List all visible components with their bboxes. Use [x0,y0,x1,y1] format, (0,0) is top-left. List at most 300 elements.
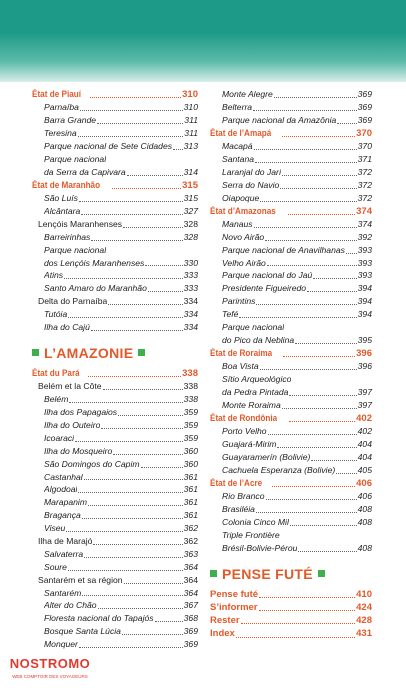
page-number: 393 [357,270,372,281]
entry-title: Delta do Parnaíba [38,296,108,307]
toc-subentry[interactable] [210,282,372,295]
dot-leader [259,610,356,611]
entry-title: Soure [44,561,67,572]
toc-subentry[interactable] [210,542,372,555]
dot-leader [64,278,183,279]
dot-leader [81,214,182,215]
toc-subentry[interactable] [210,321,372,334]
toc-subentry[interactable] [32,140,198,153]
toc-subentry[interactable] [32,308,198,321]
dot-leader [98,608,183,609]
entry-title: Viseu [44,523,66,534]
toc-subentry[interactable] [32,625,198,638]
dot-leader [254,227,357,228]
page-number: 314 [183,166,198,177]
page-number: 397 [357,399,372,410]
entry-title: Brésil-Bolivie-Pérou [222,542,298,553]
entry-title: Santarém [44,587,82,598]
entry-title: Index [210,628,235,640]
page-number: 410 [356,588,372,600]
entry-title: Oiapoque [222,192,260,203]
toc-right-column [210,88,372,641]
toc-subentry[interactable] [32,153,198,166]
toc-subentry[interactable] [32,458,198,471]
page-number: 393 [357,244,372,255]
toc-subentry[interactable] [210,425,372,438]
entry-title: Floresta nacional do Tapajós [44,613,154,624]
toc-entry[interactable] [32,295,198,308]
page-number: 371 [357,153,372,164]
dot-leader [336,473,356,474]
entry-title: Parque nacional [44,244,107,255]
page-number: 310 [182,88,198,100]
toc-subentry[interactable] [32,205,198,218]
toc-entry[interactable] [32,535,198,548]
toc-subentry[interactable] [210,218,372,231]
page-number: 406 [357,491,372,502]
logo-tagline: WEB COMPTOIR DES VOYAGEURS [12,674,88,679]
page-number: 397 [357,386,372,397]
entry-title: Barreirinhas [44,231,91,242]
toc-subentry[interactable] [210,360,372,373]
entry-title: État de Rondônia [210,412,278,424]
entry-title: Santana [222,153,255,164]
dot-leader [123,227,183,228]
toc-subentry[interactable] [32,321,198,334]
page-number: 372 [357,192,372,203]
toc-subentry[interactable] [32,114,198,127]
dot-leader [93,544,182,545]
dot-leader [259,597,355,598]
page-number: 333 [183,283,198,294]
entry-title: Belém [44,394,69,405]
page-number: 362 [183,535,198,546]
toc-subentry[interactable] [210,529,372,542]
green-square-icon [210,570,217,577]
dot-leader [313,278,356,279]
entry-title: État d’Amazonas [210,205,276,217]
dot-leader [148,291,183,292]
entry-title: État de Roraima [210,347,273,359]
page-number: 372 [357,166,372,177]
toc-subentry[interactable] [32,192,198,205]
dot-leader [84,479,183,480]
page-number: 360 [183,458,198,469]
toc-entry[interactable] [32,380,198,393]
dot-leader [307,291,357,292]
dot-leader [282,408,357,409]
dot-leader [260,369,357,370]
entry-title: Parque nacional de Anavilhanas [222,244,345,255]
page-number: 338 [183,381,198,392]
part-heading [32,342,198,364]
entry-title: do Pico da Neblina [222,334,295,345]
dot-leader [113,454,182,455]
dot-leader [68,570,183,571]
nostromo-watermark-logo [4,655,96,691]
toc-left-column [32,88,198,651]
toc-subentry[interactable] [32,445,198,458]
dot-leader [260,201,356,202]
dot-leader [337,123,356,124]
teal-header-band [0,0,406,82]
toc-subentry[interactable] [32,483,198,496]
green-square-icon [318,570,325,577]
toc-subentry[interactable] [32,496,198,509]
page-number: 311 [184,128,198,139]
dot-leader [75,441,183,442]
toc-subentry[interactable] [32,393,198,406]
page-number: 330 [183,257,198,268]
entry-title: Lençóis Maranhenses [38,218,123,229]
toc-subentry[interactable] [210,438,372,451]
dot-leader [282,175,356,176]
entry-title: État de l’Amapá [210,127,272,139]
page-number: 334 [183,309,198,320]
toc-subentry[interactable] [210,386,372,399]
entry-title: Parque nacional da Amazônia [222,114,337,125]
dot-leader [266,499,357,500]
entry-title: Ilha de Marajó [38,535,93,546]
dot-leader [280,188,356,189]
dot-leader [272,486,355,487]
dot-leader [283,356,355,357]
page-number: 394 [357,283,372,294]
page-number: 364 [183,587,198,598]
dot-leader [88,505,183,506]
toc-subentry[interactable] [210,399,372,412]
entry-title: Novo Airão [222,231,265,242]
dot-leader [289,421,355,422]
toc-subentry[interactable] [32,282,198,295]
dot-leader [78,492,182,493]
dot-leader [79,647,183,648]
page-number: 406 [356,477,372,489]
entry-title: Belém et la Côte [38,381,102,392]
toc-subentry[interactable] [210,179,372,192]
entry-title: Manaus [222,218,253,229]
dot-leader [277,447,356,448]
dot-leader [173,149,183,150]
toc-subentry[interactable] [210,257,372,270]
toc-subentry[interactable] [32,509,198,522]
toc-subentry[interactable] [210,231,372,244]
dot-leader [68,317,182,318]
dot-leader [124,583,183,584]
dot-leader [288,214,356,215]
dot-leader [97,123,183,124]
entry-title: Serra do Navio [222,179,280,190]
dot-leader [118,415,183,416]
entry-title: Parque nacional [222,322,285,333]
entry-title: Bragança [44,510,81,521]
page-number: 315 [183,193,198,204]
toc-entry[interactable] [32,574,198,587]
toc-subentry[interactable] [32,638,198,651]
toc-subentry[interactable] [32,599,198,612]
toc-subentry[interactable] [210,308,372,321]
toc-subentry[interactable] [32,127,198,140]
toc-subentry[interactable] [210,503,372,516]
page-number: 369 [183,626,198,637]
entry-title: São Luís [44,193,78,204]
page-number: 364 [183,561,198,572]
part-heading-text: PENSE FUTÉ [222,565,313,582]
dot-leader [80,110,183,111]
dot-leader [346,253,357,254]
entry-title: Salvaterra [44,548,84,559]
dot-leader [241,623,356,624]
dot-leader [256,304,356,305]
entry-title: Boa Vista [222,361,259,372]
toc-subentry[interactable] [210,140,372,153]
toc-backmatter-entry[interactable] [210,601,372,614]
toc-subentry[interactable] [32,419,198,432]
page-number: 395 [357,334,372,345]
page-number: 338 [182,367,198,379]
dot-leader [66,531,182,532]
entry-title: Rio Branco [222,491,265,502]
dot-leader [84,557,182,558]
page-number: 369 [183,639,198,650]
entry-title: Monquer [44,639,78,650]
toc-subentry[interactable] [210,101,372,114]
toc-subentry[interactable] [32,548,198,561]
toc-section-heading[interactable] [210,412,372,425]
entry-title: Parque nacional do Jaú [222,270,313,281]
toc-subentry[interactable] [210,244,372,257]
toc-subentry[interactable] [32,561,198,574]
dot-leader [108,304,182,305]
dot-leader [155,621,183,622]
dot-leader [289,395,356,396]
toc-section-heading[interactable] [32,367,198,380]
toc-section-heading[interactable] [210,205,372,218]
entry-title: Barra Grande [44,115,97,126]
page-number: 328 [183,218,198,229]
toc-section-heading[interactable] [32,88,198,101]
toc-subentry[interactable] [32,522,198,535]
entry-title: Alter do Chão [44,600,97,611]
dot-leader [69,402,182,403]
entry-title: Marapanim [44,497,87,508]
toc-subentry[interactable] [32,166,198,179]
page-number: 431 [356,628,372,640]
toc-subentry[interactable] [32,406,198,419]
toc-subentry[interactable] [210,153,372,166]
page-number: 361 [183,497,198,508]
entry-title: da Serra da Capivara [44,166,126,177]
page-number: 393 [357,257,372,268]
entry-title: Santarém et sa région [38,574,123,585]
page-number: 396 [357,361,372,372]
page-number: 364 [183,574,198,585]
entry-title: Algodoal [44,484,78,495]
entry-title: Porto Velho [222,426,267,437]
page-number: 333 [183,270,198,281]
dot-leader [256,512,357,513]
toc-subentry[interactable] [210,334,372,347]
entry-title: Atins [44,270,64,281]
page-number: 359 [183,407,198,418]
entry-title: dos Lençóis Maranhenses [44,257,145,268]
dot-leader [239,317,356,318]
page-number: 405 [357,464,372,475]
page-number: 328 [183,231,198,242]
page-number: 368 [183,613,198,624]
entry-title: État du Pará [32,367,80,379]
entry-title: Pense futé [210,588,259,600]
page-number: 370 [357,141,372,152]
page-number: 361 [183,471,198,482]
page-number: 369 [357,114,372,125]
page-number: 402 [356,412,372,424]
entry-title: Bosque Santa Lúcia [44,626,121,637]
toc-subentry[interactable] [210,166,372,179]
entry-title: Ilha dos Papagaios [44,407,118,418]
page-number: 334 [183,296,198,307]
toc-subentry[interactable] [210,88,372,101]
entry-title: État de l’Acre [210,477,263,489]
page-number: 310 [183,102,198,113]
toc-entry[interactable] [32,218,198,231]
toc-subentry[interactable] [210,516,372,529]
entry-title: Castanhal [44,471,83,482]
page-number: 372 [357,179,372,190]
page-number: 362 [183,523,198,534]
logo-name: NOSTROMO [9,656,91,671]
entry-title: Triple Frontière [222,529,280,540]
entry-title: Icoaraci [44,432,75,443]
entry-title: Laranjal do Jarí [222,166,282,177]
page-number: 408 [357,516,372,527]
entry-title: Parque nacional [44,153,107,164]
entry-title: da Pedra Pintada [222,386,289,397]
green-square-icon [138,349,145,356]
dot-leader [274,97,357,98]
dot-leader [254,149,357,150]
dot-leader [122,634,183,635]
dot-leader [88,376,181,377]
entry-title: État de Maranhão [32,179,101,191]
entry-title: Tutóia [44,309,68,320]
dot-leader [90,97,181,98]
dot-leader [268,434,357,435]
page-number: 369 [357,88,372,99]
page-number: 338 [183,394,198,405]
dot-leader [255,162,357,163]
toc-subentry[interactable] [32,269,198,282]
toc-subentry[interactable] [32,612,198,625]
toc-section-heading[interactable] [210,477,372,490]
toc-backmatter-entry[interactable] [210,614,372,627]
toc-subentry[interactable] [210,464,372,477]
page-number: 363 [183,548,198,559]
toc-subentry[interactable] [210,490,372,503]
entry-title: Guayaramerín (Bolivie) [222,451,311,462]
page-number: 396 [356,347,372,359]
dot-leader [91,330,183,331]
dot-leader [236,637,355,638]
page-number: 327 [183,206,198,216]
entry-title: Monte Roraima [222,399,281,410]
dot-leader [103,389,183,390]
page-number: 334 [183,322,198,333]
entry-title: État de Piauí [32,88,82,100]
page-number: 313 [183,141,198,152]
toc-subentry[interactable] [210,295,372,308]
page-number: 311 [184,115,198,126]
toc-subentry[interactable] [210,192,372,205]
page-number: 369 [357,101,372,112]
toc-section-heading[interactable] [210,347,372,360]
entry-title: Presidente Figueiredo [222,283,307,294]
toc-subentry[interactable] [32,471,198,484]
dot-leader [141,467,183,468]
dot-leader [145,265,182,266]
toc-subentry[interactable] [32,101,198,114]
page-number: 424 [356,601,372,613]
entry-title: Belterra [222,101,253,112]
toc-section-heading[interactable] [32,179,198,192]
toc-section-heading[interactable] [210,127,372,140]
entry-title: Parintins [222,296,256,307]
page-number: 370 [356,127,372,139]
toc-subentry[interactable] [32,587,198,600]
dot-leader [267,265,357,266]
part-heading-text: L’AMAZONIE [44,344,134,361]
page-number: 359 [183,419,198,430]
toc-subentry[interactable] [32,257,198,270]
page-number: 394 [357,296,372,307]
entry-title: Cachuela Esperanza (Bolivie) [222,464,336,475]
toc-subentry[interactable] [210,114,372,127]
entry-title: Guajará-Mirim [222,439,277,450]
toc-backmatter-entry[interactable] [210,627,372,640]
toc-subentry[interactable] [32,432,198,445]
page-number: 404 [357,451,372,462]
toc-backmatter-entry[interactable] [210,588,372,601]
entry-title: Monte Alegre [222,88,273,99]
entry-title: Ilha do Cajú [44,322,90,333]
page-number: 404 [357,439,372,450]
toc-subentry[interactable] [210,451,372,464]
entry-title: Macapá [222,141,253,152]
page-number: 402 [357,426,372,437]
entry-title: Ilha do Mosqueiro [44,445,113,456]
toc-subentry[interactable] [32,231,198,244]
toc-subentry[interactable] [32,244,198,257]
page-number: 392 [357,231,372,242]
page-number: 374 [357,218,372,229]
toc-subentry[interactable] [210,269,372,282]
dot-leader [78,136,184,137]
page-number: 361 [183,484,198,495]
entry-title: Teresina [44,128,77,139]
entry-title: Ilha do Outeiro [44,419,101,430]
entry-title: Santo Amaro do Maranhão [44,283,147,294]
entry-title: Rester [210,615,240,627]
toc-subentry[interactable] [210,373,372,386]
page-number: 408 [357,503,372,514]
page-number: 359 [183,432,198,443]
entry-title: Brasiléia [222,503,255,514]
page-number: 394 [357,309,372,320]
dot-leader [298,551,356,552]
part-heading [210,563,372,585]
entry-title: Parque nacional de Sete Cidades [44,141,173,152]
dot-leader [82,518,183,519]
